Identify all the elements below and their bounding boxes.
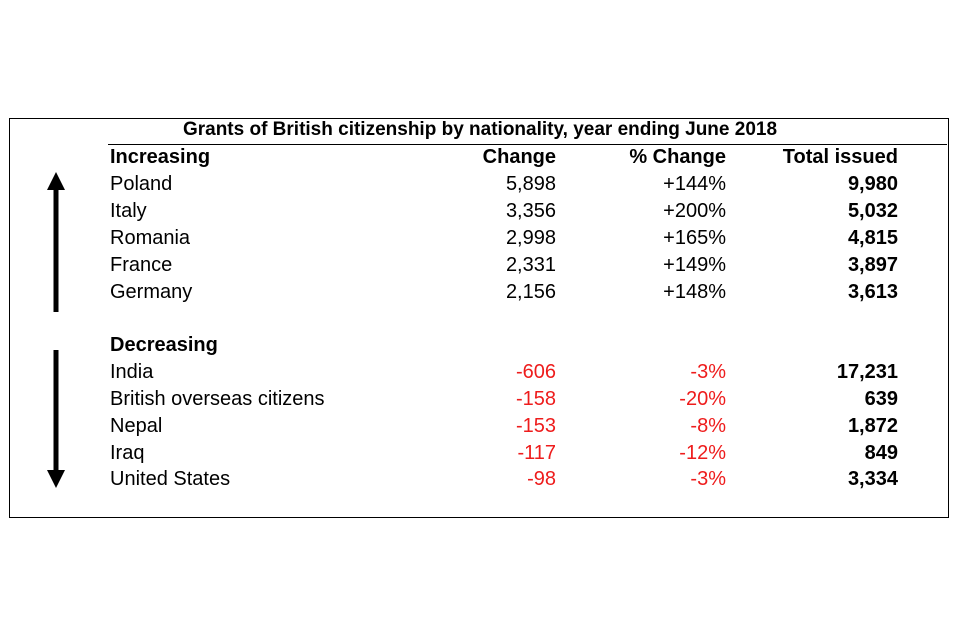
chart-title: Grants of British citizenship by nationality, year ending June 2018 bbox=[182, 119, 778, 140]
total-cell: 5,032 bbox=[847, 200, 898, 222]
total-cell: 3,334 bbox=[847, 468, 898, 490]
change-cell: -158 bbox=[515, 388, 556, 410]
column-header-pct-change: % Change bbox=[629, 146, 726, 168]
change-cell: 3,356 bbox=[505, 200, 556, 222]
pct-change-cell: -3% bbox=[690, 361, 726, 383]
change-cell: 2,156 bbox=[505, 281, 556, 303]
change-cell: -117 bbox=[517, 442, 556, 464]
country-cell: British overseas citizens bbox=[110, 388, 325, 410]
arrow-down-icon bbox=[47, 350, 65, 488]
country-cell: Romania bbox=[110, 227, 191, 249]
arrow-up-icon bbox=[47, 172, 65, 312]
pct-change-cell: -8% bbox=[690, 415, 726, 437]
total-cell: 17,231 bbox=[836, 361, 898, 383]
total-cell: 9,980 bbox=[847, 173, 898, 195]
pct-change-cell: +149% bbox=[663, 254, 726, 276]
pct-change-cell: -20% bbox=[679, 388, 726, 410]
total-cell: 849 bbox=[864, 442, 898, 464]
section-label-decreasing: Decreasing bbox=[110, 334, 218, 356]
country-cell: France bbox=[110, 254, 173, 276]
change-cell: 2,998 bbox=[505, 227, 556, 249]
column-header-total-issued: Total issued bbox=[782, 146, 898, 168]
pct-change-cell: +148% bbox=[663, 281, 726, 303]
change-cell: -98 bbox=[527, 468, 556, 490]
country-cell: Italy bbox=[110, 200, 147, 222]
change-cell: 5,898 bbox=[505, 173, 556, 195]
pct-change-cell: +200% bbox=[663, 200, 726, 222]
country-cell: Poland bbox=[110, 173, 173, 195]
total-cell: 1,872 bbox=[847, 415, 898, 437]
country-cell: India bbox=[110, 361, 154, 383]
column-header-change: Change bbox=[482, 146, 556, 168]
country-cell: Nepal bbox=[110, 415, 163, 437]
country-cell: Germany bbox=[110, 281, 193, 303]
pct-change-cell: +165% bbox=[663, 227, 726, 249]
country-cell: United States bbox=[110, 468, 231, 490]
total-cell: 4,815 bbox=[847, 227, 898, 249]
change-cell: -606 bbox=[515, 361, 556, 383]
change-cell: 2,331 bbox=[505, 254, 556, 276]
total-cell: 639 bbox=[864, 388, 898, 410]
country-cell: Iraq bbox=[110, 442, 145, 464]
pct-change-cell: +144% bbox=[663, 173, 726, 195]
total-cell: 3,613 bbox=[847, 281, 898, 303]
change-cell: -153 bbox=[515, 415, 556, 437]
total-cell: 3,897 bbox=[847, 254, 898, 276]
pct-change-cell: -3% bbox=[690, 468, 726, 490]
pct-change-cell: -12% bbox=[679, 442, 726, 464]
column-header-increasing: Increasing bbox=[110, 146, 211, 168]
